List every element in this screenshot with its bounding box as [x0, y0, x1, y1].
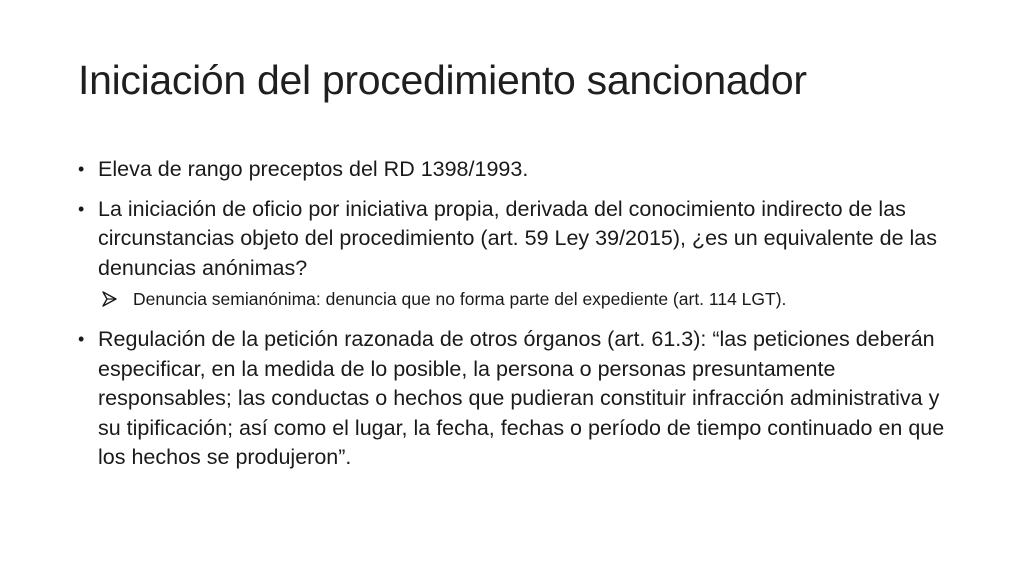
slide-title: Iniciación del procedimiento sancionador	[78, 57, 807, 103]
bullet-text: Regulación de la petición razonada de otros órganos (art. 61.3): “las peticiones deberán especificar, en la medida de lo posible, la persona o personas presuntamente responsables; las conductas o hechos que pudieran constituir infracción administrativa y su tipificación; así como el lugar, la fecha, fechas o período de tiempo continuado en que los hechos se produjeron”.	[98, 327, 945, 469]
bullet-item	[78, 195, 958, 284]
sub-bullet-text: Denuncia semianónima: denuncia que no forma parte del expediente (art. 114 LGT).	[133, 289, 787, 309]
bullet-text: Eleva de rango preceptos del RD 1398/1993.	[98, 157, 529, 181]
bullet-dot-icon: •	[78, 329, 85, 349]
bullet-dot-icon: •	[78, 198, 85, 219]
bullet-item	[78, 155, 958, 185]
sub-bullet-item	[78, 287, 958, 311]
arrow-bullet-icon	[102, 291, 124, 307]
bullet-item	[78, 325, 958, 473]
bullet-dot-icon: •	[78, 159, 85, 179]
slide-body	[78, 155, 958, 483]
bullet-text: La iniciación de oficio por iniciativa propia, derivada del conocimiento indirecto de las circunstancias objeto del procedimiento (art. 59 Ley 39/2015), ¿es un equivalente de las denuncias anónimas?	[98, 196, 938, 280]
